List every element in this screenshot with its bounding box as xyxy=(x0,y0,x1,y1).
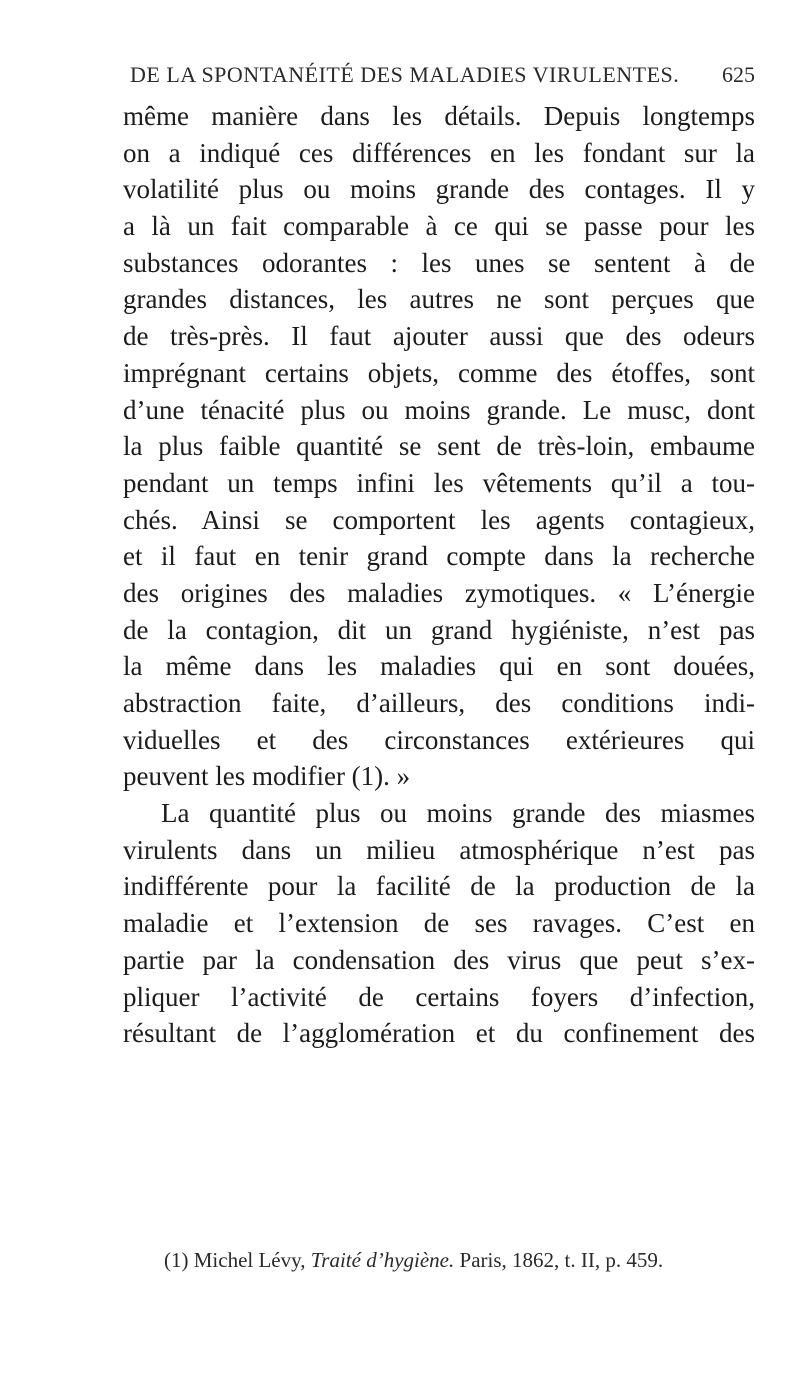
text-line: des origines des maladies zymotiques. « L’énergie xyxy=(123,577,755,608)
text-line: partie par la condensation des virus que peut s’ex- xyxy=(123,944,755,975)
text-line: pendant un temps infini les vêtements qu’il a tou- xyxy=(123,467,755,498)
text-line: la même dans les maladies qui en sont douées, xyxy=(123,651,755,682)
footnote-title: Traité d’hygiène. xyxy=(310,1248,455,1272)
text-line: chés. Ainsi se comportent les agents contagieux, xyxy=(123,504,755,535)
text-line: de la contagion, dit un grand hygiéniste, n’est pas xyxy=(123,614,755,645)
text-line: virulents dans un milieu atmosphérique n’est pas xyxy=(123,834,755,865)
running-title: DE LA SPONTANÉITÉ DES MALADIES VIRULENTES. xyxy=(130,62,680,87)
text-line: substances odorantes : les unes se sentent à de xyxy=(123,247,755,278)
footnote xyxy=(164,1248,663,1273)
text-line: d’une ténacité plus ou moins grande. Le musc, dont xyxy=(123,394,755,425)
page-number: 625 xyxy=(722,62,755,87)
text-line: de très-près. Il faut ajouter aussi que des odeurs xyxy=(123,321,755,352)
text-line: et il faut en tenir grand compte dans la recherche xyxy=(123,541,755,572)
text-line: viduelles et des circonstances extérieures qui xyxy=(123,724,755,755)
footnote-author: Michel Lévy, xyxy=(193,1248,306,1272)
text-line: même manière dans les détails. Depuis longtemps xyxy=(123,101,755,131)
text-line: la plus faible quantité se sent de très-loin, embaume xyxy=(123,431,755,462)
text-line: pliquer l’activité de certains foyers d’infection, xyxy=(123,981,755,1012)
text-line: résultant de l’agglomération et du confinement des xyxy=(123,1018,755,1049)
running-head xyxy=(130,62,755,96)
text-line: a là un fait comparable à ce qui se passe pour les xyxy=(123,211,755,242)
text-line: on a indiqué ces différences en les fondant sur la xyxy=(123,137,755,168)
footnote-marker: (1) xyxy=(164,1248,189,1272)
text-line: grandes distances, les autres ne sont perçues que xyxy=(123,284,755,315)
text-line: imprégnant certains objets, comme des étoffes, sont xyxy=(123,357,755,388)
text-line-paragraph-start: La quantité plus ou moins grande des miasmes xyxy=(161,798,755,829)
text-line: indifférente pour la facilité de la production de la xyxy=(123,871,755,902)
text-line-paragraph-end: peuvent les modifier (1). » xyxy=(123,761,411,792)
text-line: abstraction faite, d’ailleurs, des conditions indi- xyxy=(123,688,755,718)
footnote-citation: Paris, 1862, t. II, p. 459. xyxy=(459,1248,664,1272)
text-line: volatilité plus ou moins grande des contages. Il y xyxy=(123,174,755,205)
text-line: maladie et l’extension de ses ravages. C’est en xyxy=(123,908,755,939)
body-text xyxy=(123,98,755,1052)
